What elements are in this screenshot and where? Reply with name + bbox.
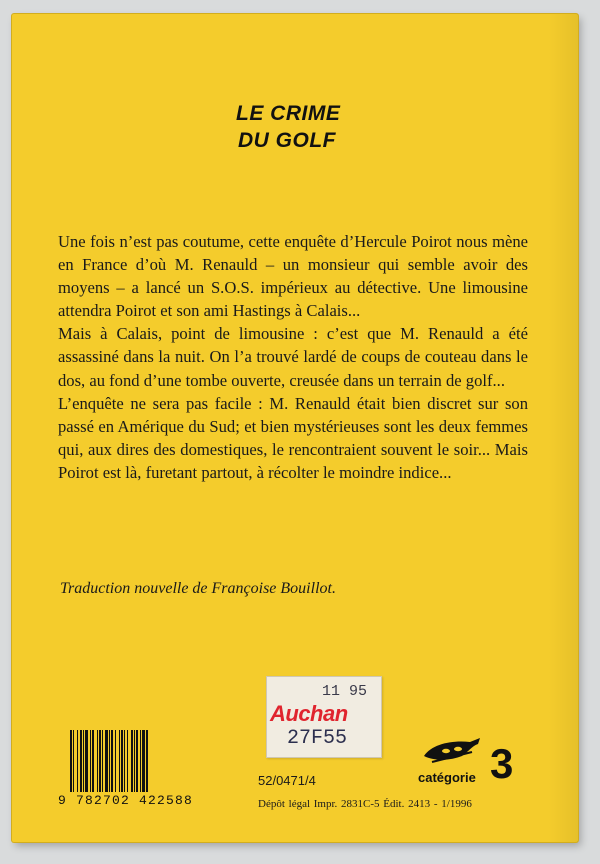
category-number: 3 — [490, 740, 514, 787]
blurb-paragraph: Une fois n’est pas coutume, cette enquête d’Hercule Poirot nous mène en France d’où M. Renauld – un monsieur qui semble avoir des moyens – a lancé un S.O.S. impérieux au détective. Une limousine attendra Poirot et son ami Hastings à Calais... — [58, 232, 528, 321]
sticker-brand-logo: Auchan — [270, 701, 348, 726]
title-line-1: LE CRIME — [236, 102, 341, 125]
book-title — [236, 100, 436, 154]
sticker-price: 27F55 — [287, 727, 348, 750]
category-label: catégorie — [418, 770, 476, 785]
barcode-number: 9 782702 422588 — [58, 793, 194, 808]
sticker-date: 11 95 — [321, 683, 367, 700]
reference-number: 52/0471/4 — [258, 773, 316, 788]
barcode-icon — [70, 730, 210, 792]
title-line-2: DU GOLF — [238, 129, 336, 152]
translation-credit: Traduction nouvelle de Françoise Bouillot. — [60, 580, 336, 597]
price-sticker — [266, 676, 382, 758]
blurb-paragraph: Mais à Calais, point de limousine : c’est que M. Renauld a été assassiné dans la nuit. On l’a trouvé lardé de coups de couteau dans le dos, au fond d’une tombe ouverte, creusée dans un terrain de golf... — [58, 324, 528, 390]
blurb-paragraph: L’enquête ne sera pas facile : M. Renauld était bien discret sur son passé en Amérique du Sud; et bien mystérieuses sont les deux femmes qui, aux dires des domestiques, le rencontraient souvent le soir... Mais Poirot est là, furetant partout, à récolter le moindre indice... — [58, 393, 528, 482]
category-badge — [418, 734, 528, 794]
mask-dagger-icon — [422, 734, 484, 766]
cover-edge-shade — [548, 14, 578, 842]
blurb-text — [58, 230, 528, 484]
legal-deposit: Dépôt légal Impr. 2831C-5 Édit. 2413 - 1/1996 — [258, 798, 472, 810]
